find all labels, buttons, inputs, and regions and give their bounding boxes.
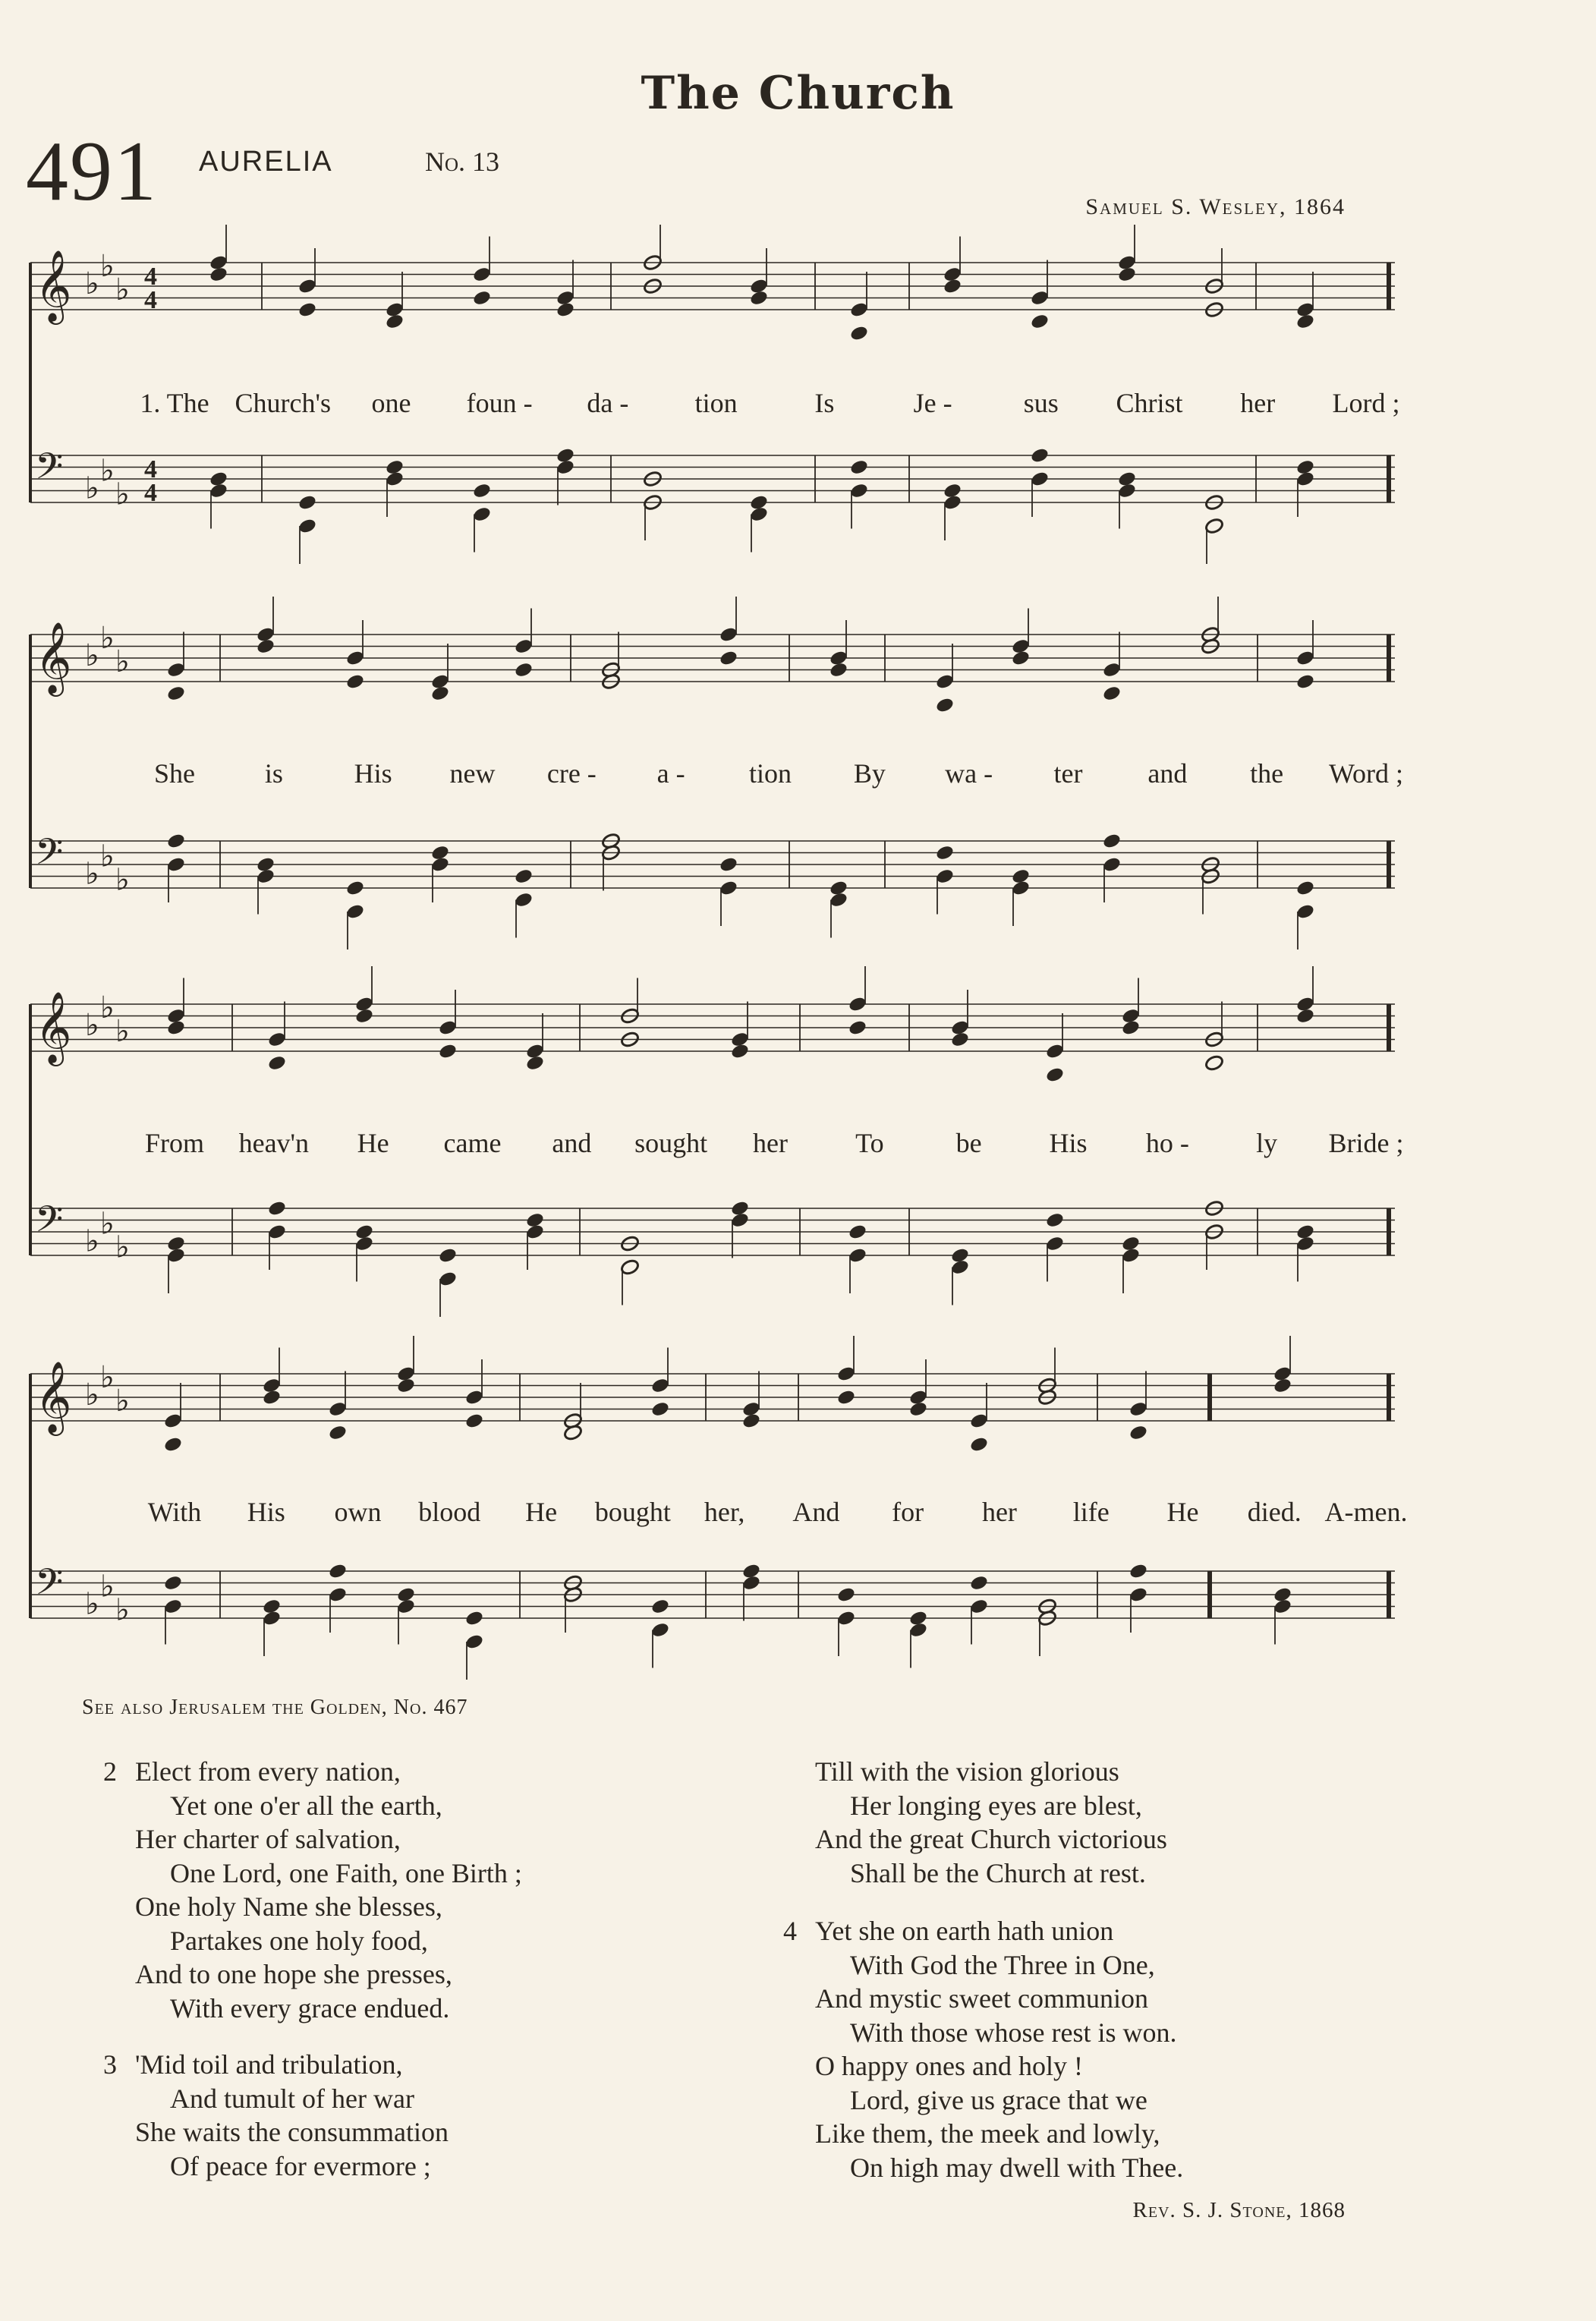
lyric-syllable: sought bbox=[634, 1128, 708, 1158]
lyric-syllable: heav'n bbox=[238, 1128, 310, 1158]
lyric-syllable: With bbox=[147, 1497, 202, 1527]
stanza-number: 4 bbox=[783, 1916, 797, 1946]
note-head bbox=[328, 1563, 348, 1580]
stanza-number: 2 bbox=[103, 1756, 117, 1787]
note-head bbox=[345, 673, 365, 691]
time-signature-numerator: 4 bbox=[144, 455, 157, 483]
note-head bbox=[464, 1610, 484, 1627]
lyric-syllable: her, bbox=[704, 1497, 745, 1527]
see-also-note: See also Jerusalem the Golden, No. 467 bbox=[82, 1696, 468, 1719]
lyric-syllable: the bbox=[1250, 758, 1284, 789]
stanza-line: She waits the consummation bbox=[135, 2117, 449, 2147]
lyric-syllable: a - bbox=[656, 758, 685, 789]
lyric-syllable: He bbox=[1166, 1497, 1199, 1527]
lyric-syllable: and bbox=[552, 1128, 592, 1158]
note-head bbox=[438, 1247, 458, 1264]
note-head bbox=[163, 1436, 183, 1453]
note-head bbox=[328, 1424, 348, 1441]
stanza-line: Yet she on earth hath union bbox=[815, 1916, 1114, 1946]
flat-icon: ♭ bbox=[115, 1383, 130, 1419]
note-head bbox=[1030, 447, 1050, 465]
flat-icon: ♭ bbox=[100, 839, 115, 874]
note-head bbox=[1204, 1054, 1224, 1072]
note-head bbox=[297, 301, 317, 319]
lyric-syllable: tion bbox=[694, 388, 738, 418]
treble-clef-icon: 𝄞 bbox=[35, 622, 72, 694]
lyric-syllable: bought bbox=[594, 1497, 671, 1527]
stanza-line: Her longing eyes are blest, bbox=[850, 1790, 1142, 1821]
note-head bbox=[836, 1586, 856, 1604]
lyric-syllable: sus bbox=[1023, 388, 1059, 418]
lyric-syllable: life bbox=[1072, 1497, 1110, 1527]
stanza-line: And the great Church victorious bbox=[815, 1824, 1167, 1854]
stanza-3 bbox=[103, 2048, 449, 2183]
flat-icon: ♭ bbox=[100, 620, 115, 656]
stanza-2 bbox=[103, 1755, 522, 2025]
tune-reference: No. 13 bbox=[425, 146, 500, 177]
treble-clef-icon: 𝄞 bbox=[35, 250, 72, 322]
note-head bbox=[969, 1574, 989, 1592]
flat-icon: ♭ bbox=[115, 1592, 130, 1628]
lyric-syllable: is bbox=[264, 758, 283, 789]
note-head bbox=[166, 685, 186, 702]
stanza-line: Elect from every nation, bbox=[135, 1756, 401, 1787]
stanza-line: Yet one o'er all the earth, bbox=[170, 1790, 442, 1821]
lyric-syllable: own bbox=[334, 1497, 382, 1527]
tune-name: AURELIA bbox=[199, 146, 333, 178]
note-head bbox=[1045, 1066, 1065, 1084]
note-head bbox=[1030, 313, 1050, 330]
stanza-line: And tumult of her war bbox=[170, 2083, 414, 2114]
flat-icon: ♭ bbox=[85, 638, 99, 673]
flat-icon: ♭ bbox=[85, 1586, 99, 1622]
flat-icon: ♭ bbox=[85, 856, 99, 892]
note-head bbox=[848, 1019, 867, 1037]
flat-icon: ♭ bbox=[85, 266, 99, 301]
stanza-line: And mystic sweet communion bbox=[815, 1983, 1148, 2014]
lyric-syllable: Is bbox=[814, 388, 835, 418]
lyric-syllable: for bbox=[892, 1497, 924, 1527]
flat-icon: ♭ bbox=[85, 471, 99, 506]
note-head bbox=[836, 1389, 856, 1406]
lyric-syllable: Christ bbox=[1116, 388, 1183, 418]
stanza-line: Till with the vision glorious bbox=[815, 1756, 1119, 1787]
lyric-syllable: ho - bbox=[1145, 1128, 1189, 1158]
bass-clef-icon: 𝄢 bbox=[35, 445, 64, 496]
lyric-syllable: blood bbox=[418, 1497, 481, 1527]
bass-clef-icon: 𝄢 bbox=[35, 1198, 64, 1249]
lyric-syllable: She bbox=[154, 758, 195, 789]
note-head bbox=[969, 1436, 989, 1453]
note-head bbox=[1102, 833, 1122, 850]
note-head bbox=[267, 1200, 287, 1217]
time-signature-numerator: 4 bbox=[144, 263, 157, 291]
author-credit: Rev. S. J. Stone, 1868 bbox=[1132, 2198, 1346, 2222]
lyric-syllable: one bbox=[371, 388, 411, 418]
lyric-syllable: Je - bbox=[913, 388, 952, 418]
lyric-syllable: died. bbox=[1247, 1497, 1302, 1527]
flat-icon: ♭ bbox=[100, 990, 115, 1025]
note-head bbox=[464, 1412, 484, 1430]
bass-clef-icon: 𝄢 bbox=[35, 1560, 64, 1612]
lyric-syllable: His bbox=[247, 1497, 285, 1527]
stanza-line: With every grace endued. bbox=[170, 1992, 450, 2023]
lyric-syllable: Lord ; bbox=[1332, 388, 1400, 418]
treble-clef-icon: 𝄞 bbox=[35, 1361, 72, 1433]
lyric-syllable: A-men. bbox=[1324, 1497, 1408, 1527]
stanza-line: One holy Name she blesses, bbox=[135, 1891, 442, 1922]
flat-icon: ♭ bbox=[100, 1359, 115, 1395]
flat-icon: ♭ bbox=[115, 1230, 130, 1265]
flat-icon: ♭ bbox=[85, 1008, 99, 1043]
note-head bbox=[472, 289, 492, 307]
note-head bbox=[935, 697, 955, 714]
stanza-number: 3 bbox=[103, 2049, 117, 2080]
stanza-line: Partakes one holy food, bbox=[170, 1925, 428, 1956]
flat-icon: ♭ bbox=[115, 644, 130, 679]
stanza-line: O happy ones and holy ! bbox=[815, 2051, 1083, 2081]
note-head bbox=[1045, 1211, 1065, 1229]
note-head bbox=[1129, 1563, 1148, 1580]
lyric-syllable: Bride ; bbox=[1328, 1128, 1404, 1158]
lyric-syllable: He bbox=[525, 1497, 558, 1527]
hymn-number: 491 bbox=[26, 124, 158, 219]
lyric-syllable: came bbox=[443, 1128, 502, 1158]
note-head bbox=[1129, 1424, 1148, 1441]
lyric-syllable: His bbox=[354, 758, 392, 789]
note-head bbox=[935, 844, 955, 861]
note-head bbox=[163, 1574, 183, 1592]
stanza-line: Like them, the meek and lowly, bbox=[815, 2118, 1160, 2149]
note-head bbox=[514, 661, 534, 679]
note-head bbox=[345, 880, 365, 897]
note-head bbox=[719, 856, 738, 874]
note-head bbox=[1295, 673, 1315, 691]
lyric-syllable: And bbox=[792, 1497, 840, 1527]
lyric-syllable: ly bbox=[1256, 1128, 1278, 1158]
stanza-line: And to one hope she presses, bbox=[135, 1959, 452, 1989]
lyric-syllable: her bbox=[1240, 388, 1276, 418]
lyric-syllable: cre - bbox=[546, 758, 597, 789]
flat-icon: ♭ bbox=[115, 477, 130, 512]
flat-icon: ♭ bbox=[115, 1013, 130, 1049]
stanza-line: Of peace for evermore ; bbox=[170, 2150, 431, 2181]
lyric-syllable: tion bbox=[748, 758, 792, 789]
flat-icon: ♭ bbox=[85, 1223, 99, 1259]
lyric-syllable: He bbox=[357, 1128, 389, 1158]
stanza-line: One Lord, one Faith, one Birth ; bbox=[170, 1857, 522, 1888]
time-signature-denominator: 4 bbox=[144, 479, 157, 507]
lyric-syllable: From bbox=[144, 1128, 205, 1158]
stanza-line: On high may dwell with Thee. bbox=[850, 2152, 1184, 2183]
lyric-syllable: To bbox=[855, 1128, 884, 1158]
stanza-line: 'Mid toil and tribulation, bbox=[135, 2049, 403, 2080]
lyric-syllable: 1. The bbox=[140, 388, 209, 418]
note-head bbox=[849, 325, 869, 342]
lyric-syllable: foun - bbox=[466, 388, 533, 418]
stanza-3-continued bbox=[815, 1755, 1167, 1890]
lyric-syllable: and bbox=[1147, 758, 1188, 789]
note-head bbox=[650, 1400, 670, 1418]
note-head bbox=[849, 458, 869, 476]
note-head bbox=[1102, 685, 1122, 702]
lyric-syllable: wa - bbox=[945, 758, 993, 789]
note-head bbox=[166, 833, 186, 850]
note-head bbox=[650, 1598, 670, 1615]
note-head bbox=[514, 868, 534, 885]
lyric-syllable: ter bbox=[1053, 758, 1083, 789]
lyric-syllable: Church's bbox=[235, 388, 331, 418]
flat-icon: ♭ bbox=[100, 248, 115, 284]
flat-icon: ♭ bbox=[115, 272, 130, 307]
stanza-line: Lord, give us grace that we bbox=[850, 2084, 1147, 2115]
lyric-syllable: da - bbox=[587, 388, 629, 418]
flat-icon: ♭ bbox=[100, 453, 115, 489]
note-head bbox=[438, 1043, 458, 1060]
note-head bbox=[1295, 880, 1315, 897]
note-head bbox=[719, 650, 738, 667]
stanza-line: Her charter of salvation, bbox=[135, 1824, 401, 1854]
lyric-syllable: Word ; bbox=[1328, 758, 1404, 789]
note-head bbox=[848, 1223, 867, 1241]
lyric-syllable: her bbox=[753, 1128, 788, 1158]
stanza-line: With those whose rest is won. bbox=[850, 2017, 1177, 2048]
bass-clef-icon: 𝄢 bbox=[35, 830, 64, 882]
stanza-line: Shall be the Church at rest. bbox=[850, 1857, 1146, 1888]
note-head bbox=[267, 1054, 287, 1072]
stanza-4 bbox=[783, 1914, 1184, 2184]
stanza-line: With God the Three in One, bbox=[850, 1949, 1155, 1980]
note-head bbox=[297, 494, 317, 512]
flat-icon: ♭ bbox=[115, 862, 130, 898]
flat-icon: ♭ bbox=[100, 1206, 115, 1242]
lyric-syllable: be bbox=[955, 1128, 982, 1158]
lyric-syllable: His bbox=[1049, 1128, 1088, 1158]
section-title: The Church bbox=[641, 67, 955, 120]
time-signature-denominator: 4 bbox=[144, 286, 157, 314]
treble-clef-icon: 𝄞 bbox=[35, 991, 72, 1063]
lyric-syllable: By bbox=[853, 758, 886, 789]
lyric-syllable: new bbox=[449, 758, 496, 789]
lyric-syllable: her bbox=[981, 1497, 1017, 1527]
flat-icon: ♭ bbox=[100, 1569, 115, 1605]
note-head bbox=[472, 482, 492, 499]
flat-icon: ♭ bbox=[85, 1378, 99, 1412]
composer-credit: Samuel S. Wesley, 1864 bbox=[1085, 194, 1346, 219]
